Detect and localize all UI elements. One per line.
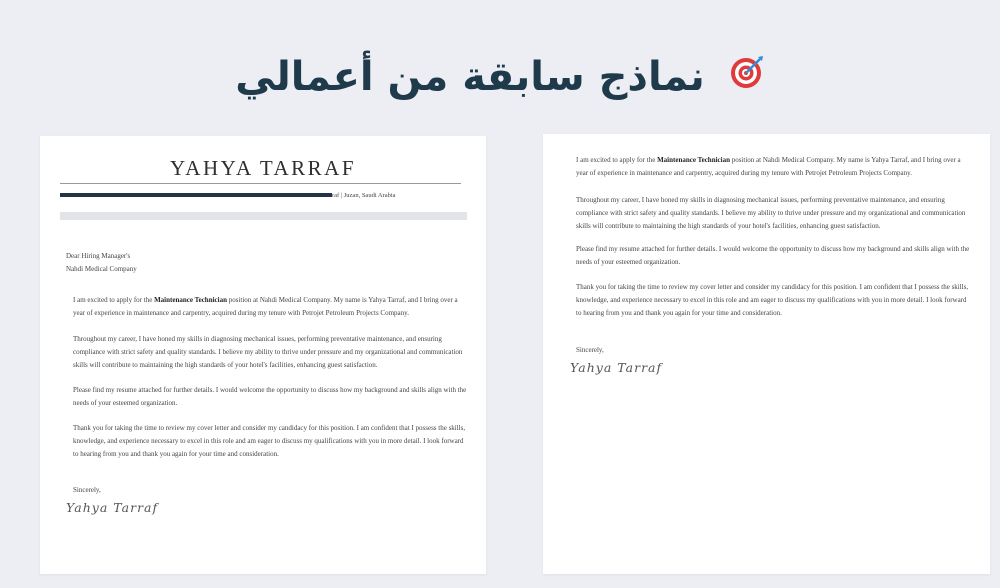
paragraph-1: I am excited to apply for the Maintenance Technician position at Nahdi Medical Company. My name is Yahya Tarraf, and I bring over a year of experience in maintenance and carpentry, acquired during my tenure with Petrojet Petroleum Projects Company. bbox=[73, 296, 458, 317]
paragraph-3: Please find my resume attached for further details. I would welcome the opportunity to discuss how my background and skills align with the needs of your esteemed organization. bbox=[576, 245, 970, 266]
signature: Yahya Tarraf bbox=[66, 500, 159, 515]
portfolio-heading bbox=[0, 52, 1000, 100]
paragraph-3: Please find my resume attached for further details. I would welcome the opportunity to discuss how my background and skills align with the needs of your esteemed organization. bbox=[73, 386, 467, 407]
signature: Yahya Tarraf bbox=[570, 360, 663, 375]
paragraph-2: Throughout my career, I have honed my skills in diagnosing mechanical issues, performing preventative maintenance, and ensuring compliance with strict safety and quality standards. I believe my ability to thrive under pressure and my organizational and communication skills will contribute to maintaining the high standards of your hotel's facilities, enhancing guest satisfaction. bbox=[73, 335, 463, 369]
recipient-company: Nahdi Medical Company bbox=[66, 264, 137, 273]
closing: Sincerely, bbox=[73, 486, 101, 494]
salutation: Dear Hiring Manager's bbox=[66, 252, 131, 260]
paragraph-2: Throughout my career, I have honed my skills in diagnosing mechanical issues, performing preventative maintenance, and ensuring compliance with strict safety and quality standards. I believe my ability to thrive under pressure and my organizational and communication skills will contribute to maintaining the high standards of your hotel's facilities, enhancing guest satisfaction. bbox=[576, 196, 966, 230]
target-dart-icon bbox=[729, 54, 765, 100]
cover-letter-page-2 bbox=[543, 134, 990, 574]
contact-line: raf | Juzan, Saudi Arabia bbox=[332, 192, 396, 199]
paragraph-1: I am excited to apply for the Maintenance Technician position at Nahdi Medical Company. My name is Yahya Tarraf, and I bring over a year of experience in maintenance and carpentry, acquired during my tenure with Petrojet Petroleum Projects Company. bbox=[576, 156, 961, 177]
paragraph-4: Thank you for taking the time to review my cover letter and consider my candidacy for this position. I am confident that I possess the skills, knowledge, and experience necessary to excel in this role and am eager to discuss my qualifications with you in more detail. I look forward to hearing from you and thank you again for your time and consideration. bbox=[73, 424, 466, 458]
salutation-block bbox=[66, 250, 137, 275]
cover-letter-page-1 bbox=[40, 136, 486, 574]
position-title: Maintenance Technician bbox=[154, 296, 227, 304]
closing: Sincerely, bbox=[576, 346, 604, 354]
position-title: Maintenance Technician bbox=[657, 156, 730, 164]
redaction-bar bbox=[60, 193, 332, 197]
header-band bbox=[60, 212, 467, 220]
applicant-name: YAHYA TARRAF bbox=[169, 156, 357, 180]
page-title: نماذج سابقة من أعمالي bbox=[235, 54, 705, 100]
name-divider bbox=[60, 183, 461, 184]
paragraph-4: Thank you for taking the time to review my cover letter and consider my candidacy for this position. I am confident that I possess the skills, knowledge, and experience necessary to excel in this role and am eager to discuss my qualifications with you in more detail. I look forward to hearing from you and thank you again for your time and consideration. bbox=[576, 283, 969, 317]
